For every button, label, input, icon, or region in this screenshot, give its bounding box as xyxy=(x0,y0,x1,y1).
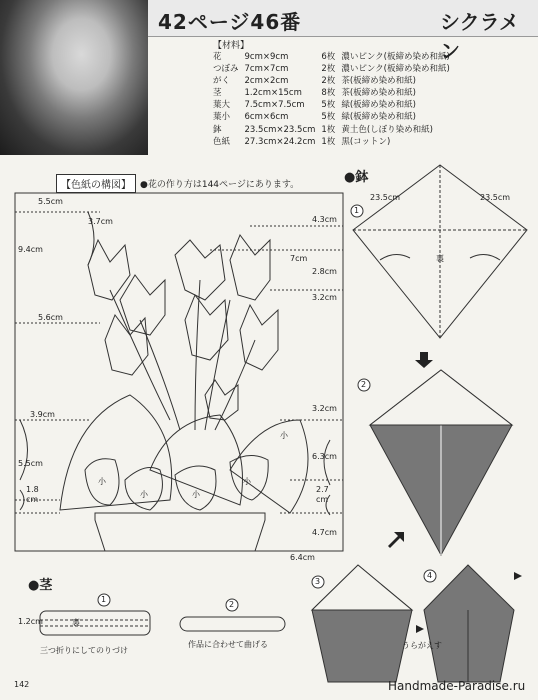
dim-16: 6.4cm xyxy=(290,553,315,562)
material-size: 1.2cm×15cm xyxy=(244,88,302,99)
material-size: 7.5cm×7.5cm xyxy=(244,100,305,111)
material-part: 葉大 xyxy=(213,100,231,111)
material-qty: 1枚 xyxy=(321,124,336,135)
dim-6: 5.5cm xyxy=(18,459,43,468)
pot-step-4: 4 xyxy=(427,571,433,580)
dim-11: 3.2cm xyxy=(312,293,337,302)
pot-step-3: 3 xyxy=(315,577,321,586)
material-paper: 緑(板締め染め和紙) xyxy=(341,112,416,123)
material-part: 鉢 xyxy=(213,124,222,135)
dim-14-unit: cm xyxy=(316,495,329,504)
dim-1: 5.5cm xyxy=(38,197,63,206)
stem-step-2: 2 xyxy=(229,600,235,609)
dim-7-unit: cm xyxy=(26,495,39,504)
material-part: 色紙 xyxy=(213,136,231,147)
flower-1 xyxy=(88,240,130,300)
flower-3 xyxy=(175,240,225,300)
material-qty: 5枚 xyxy=(321,112,336,123)
material-part: がく xyxy=(213,76,231,87)
material-size: 23.5cm×23.5cm xyxy=(244,124,316,135)
dim-5: 3.9cm xyxy=(30,410,55,419)
material-qty: 2枚 xyxy=(321,64,336,75)
pot-step4-shape xyxy=(424,565,514,682)
material-part: 花 xyxy=(213,52,222,62)
pot-step-2: 2 xyxy=(361,380,367,389)
stem-strip xyxy=(40,611,150,635)
dim-13: 6.3cm xyxy=(312,452,337,461)
board-outline xyxy=(15,193,343,551)
dim-9: 7cm xyxy=(290,254,308,263)
stem-caption-1: 三つ折りにしてのりづけ xyxy=(40,646,128,655)
material-paper: 茶(板締め染め和紙) xyxy=(341,76,416,87)
leaf-label-2: 小 xyxy=(140,490,148,499)
material-size: 27.3cm×24.2cm xyxy=(244,136,316,147)
pot-step-1: 1 xyxy=(354,206,360,215)
material-qty: 8枚 xyxy=(321,88,336,99)
leaf-label-3: 小 xyxy=(192,490,200,499)
stem-caption-2: 作品に合わせて曲げる xyxy=(188,640,268,649)
flower-note: ●花の作り方は144ページにあります。 xyxy=(140,180,300,190)
stem-section-title: ●茎 xyxy=(28,578,53,593)
materials-heading: 【材料】 xyxy=(213,41,250,51)
leaf-label-4: 小 xyxy=(243,477,251,486)
material-size: 2cm×2cm xyxy=(244,76,289,87)
material-paper: 黄土色(しぼり染め和紙) xyxy=(341,124,433,135)
material-paper: 茶(板締め染め和紙) xyxy=(341,88,416,99)
layout-section-title: 【色紙の構図】 xyxy=(56,174,136,193)
page-number: 142 xyxy=(14,680,30,689)
material-paper: 濃いピンク(板締め染め和紙) xyxy=(341,64,450,75)
leaf-label-5: 小 xyxy=(280,431,288,440)
material-qty: 2枚 xyxy=(321,76,336,87)
dim-8: 4.3cm xyxy=(312,215,337,224)
material-part: 葉小 xyxy=(213,112,231,123)
material-size: 9cm×9cm xyxy=(244,52,289,62)
dim-10: 2.8cm xyxy=(312,267,337,276)
page-ref: 42ページ46番 xyxy=(158,10,302,34)
dim-7: 1.8 xyxy=(26,485,39,494)
dim-4: 5.6cm xyxy=(38,313,63,322)
material-size: 7cm×7cm xyxy=(244,64,289,75)
pot-back-label: 裏 xyxy=(436,254,444,263)
material-part: 茎 xyxy=(213,88,222,99)
dim-2: 3.7cm xyxy=(88,217,113,226)
material-paper: 緑(板締め染め和紙) xyxy=(341,100,416,111)
leaf-label-1: 小 xyxy=(98,477,106,486)
material-qty: 6枚 xyxy=(321,52,336,62)
material-qty: 1枚 xyxy=(321,136,336,147)
material-qty: 5枚 xyxy=(321,100,336,111)
stem-step-1: 1 xyxy=(101,595,107,604)
pot-dim-left: 23.5cm xyxy=(370,193,401,202)
material-part: つぼみ xyxy=(213,64,239,75)
flower-7 xyxy=(240,305,278,370)
turn-over-label: うらがえす xyxy=(402,641,442,650)
stem-folded xyxy=(180,617,285,631)
dim-12: 3.2cm xyxy=(312,404,337,413)
page-title: シクラメン xyxy=(440,10,519,63)
material-paper: 黒(コットン) xyxy=(341,136,391,147)
pot-dim-right: 23.5cm xyxy=(480,193,511,202)
dim-15: 4.7cm xyxy=(312,528,337,537)
flower-4 xyxy=(230,235,270,300)
pot-shape xyxy=(95,513,265,551)
dim-3: 9.4cm xyxy=(18,245,43,254)
material-size: 6cm×6cm xyxy=(244,112,289,123)
material-paper: 濃いピンク(板締め染め和紙) xyxy=(341,52,450,62)
flower-6 xyxy=(185,295,228,360)
site-watermark: Handmade-Paradise.ru xyxy=(388,679,526,693)
stem-width: 1.2cm xyxy=(18,617,43,626)
dim-14: 2.7 xyxy=(316,485,329,494)
leaf-large-1 xyxy=(60,395,172,510)
stem-back-label: 裏 xyxy=(72,618,80,627)
pot-section-title: ●鉢 xyxy=(344,170,369,185)
